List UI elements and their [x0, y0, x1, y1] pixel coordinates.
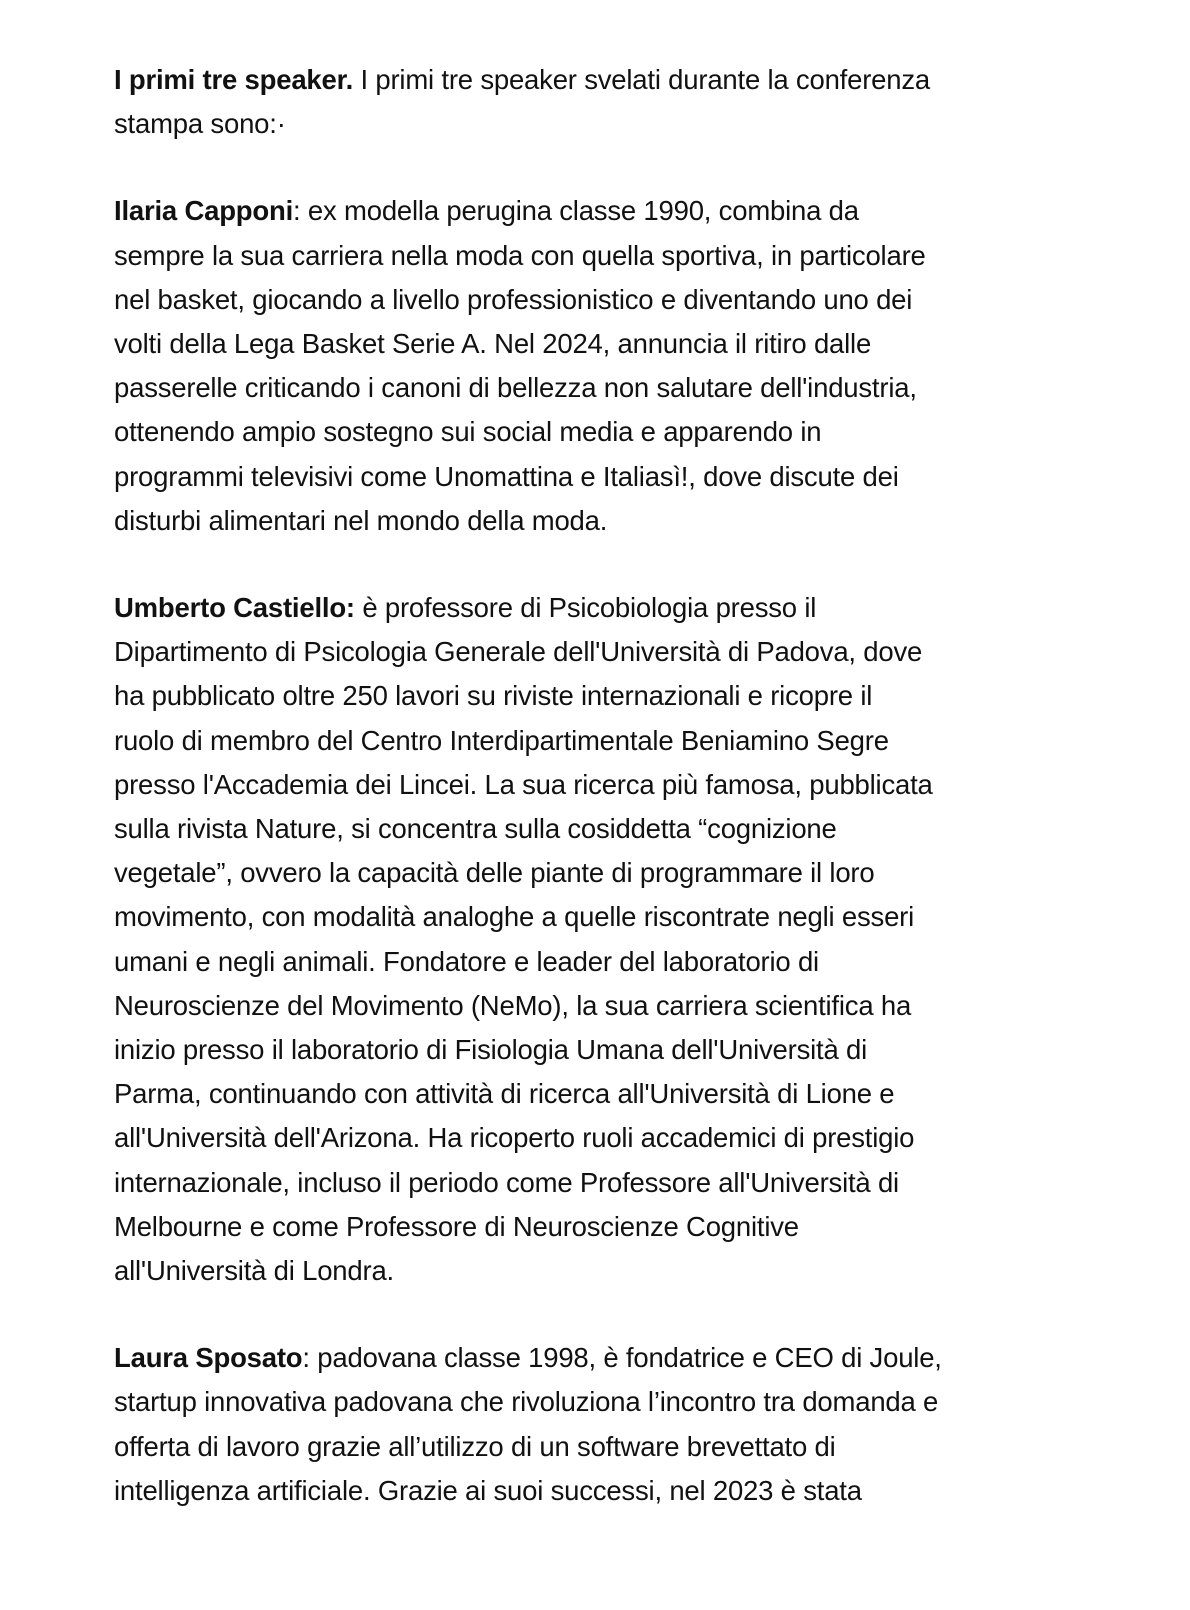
speaker-paragraph-castiello: [114, 586, 1114, 1293]
speaker-name: Laura Sposato: [114, 1342, 303, 1374]
text-line: all'Università di Londra.: [114, 1255, 394, 1287]
text-line: sulla rivista Nature, si concentra sulla cosiddetta “cognizione: [114, 813, 837, 845]
text-line: ruolo di membro del Centro Interdipartimentale Beniamino Segre: [114, 724, 889, 756]
speaker-name: Umberto Castiello:: [114, 592, 355, 624]
text-line: Dipartimento di Psicologia Generale dell'Università di Padova, dove: [114, 636, 923, 668]
speaker-paragraph-sposato: [114, 1336, 1114, 1513]
text-line: umani e negli animali. Fondatore e leader del laboratorio di: [114, 945, 819, 977]
text-line: startup innovativa padovana che rivoluziona l’incontro tra domanda e: [114, 1386, 939, 1418]
speaker-paragraph-capponi: [114, 189, 1114, 543]
text-line: internazionale, incluso il periodo come Professore all'Università di: [114, 1166, 899, 1198]
text-line: sempre la sua carriera nella moda con quella sportiva, in particolare: [114, 239, 926, 271]
text-line: [114, 586, 1114, 630]
document-body: [114, 58, 1114, 1556]
text-line: vegetale”, ovvero la capacità delle piante di programmare il loro: [114, 857, 875, 889]
text-line: Melbourne e come Professore di Neuroscienze Cognitive: [114, 1210, 799, 1242]
text-line: ottenendo ampio sostegno sui social media e apparendo in: [114, 416, 822, 448]
intro-paragraph: [114, 58, 1114, 146]
text-line: Neuroscienze del Movimento (NeMo), la sua carriera scientifica ha: [114, 989, 912, 1021]
intro-text: I primi tre speaker svelati durante la conferenza: [353, 64, 931, 95]
text-line: offerta di lavoro grazie all’utilizzo di un software brevettato di: [114, 1430, 836, 1462]
text-line: inizio presso il laboratorio di Fisiologia Umana dell'Università di: [114, 1034, 868, 1066]
text-line: intelligenza artificiale. Grazie ai suoi successi, nel 2023 è stata: [114, 1474, 862, 1506]
intro-title: I primi tre speaker.: [114, 64, 354, 95]
speaker-text: è professore di Psicobiologia presso il: [354, 592, 817, 624]
speaker-text: : padovana classe 1998, è fondatrice e CEO di Joule,: [302, 1342, 942, 1374]
speaker-name: Ilaria Capponi: [114, 195, 294, 227]
text-line: nel basket, giocando a livello professionistico e diventando uno dei: [114, 283, 913, 315]
text-line: presso l'Accademia dei Lincei. La sua ricerca più famosa, pubblicata: [114, 768, 933, 800]
text-line: [114, 58, 1114, 102]
text-line: all'Università dell'Arizona. Ha ricoperto ruoli accademici di prestigio: [114, 1122, 915, 1154]
speaker-text: : ex modella perugina classe 1990, combina da: [293, 195, 859, 227]
text-line: stampa sono:·: [114, 108, 286, 140]
text-line: movimento, con modalità analoghe a quelle riscontrate negli esseri: [114, 901, 915, 933]
text-line: disturbi alimentari nel mondo della moda.: [114, 504, 608, 536]
text-line: [114, 189, 1114, 233]
text-line: ha pubblicato oltre 250 lavori su riviste internazionali e ricopre il: [114, 680, 873, 712]
text-line: passerelle criticando i canoni di bellezza non salutare dell'industria,: [114, 372, 917, 404]
text-line: programmi televisivi come Unomattina e Italiasì!, dove discute dei: [114, 460, 899, 492]
text-line: [114, 1336, 1114, 1380]
text-line: Parma, continuando con attività di ricerca all'Università di Lione e: [114, 1078, 895, 1110]
text-line: volti della Lega Basket Serie A. Nel 2024, annuncia il ritiro dalle: [114, 328, 872, 360]
